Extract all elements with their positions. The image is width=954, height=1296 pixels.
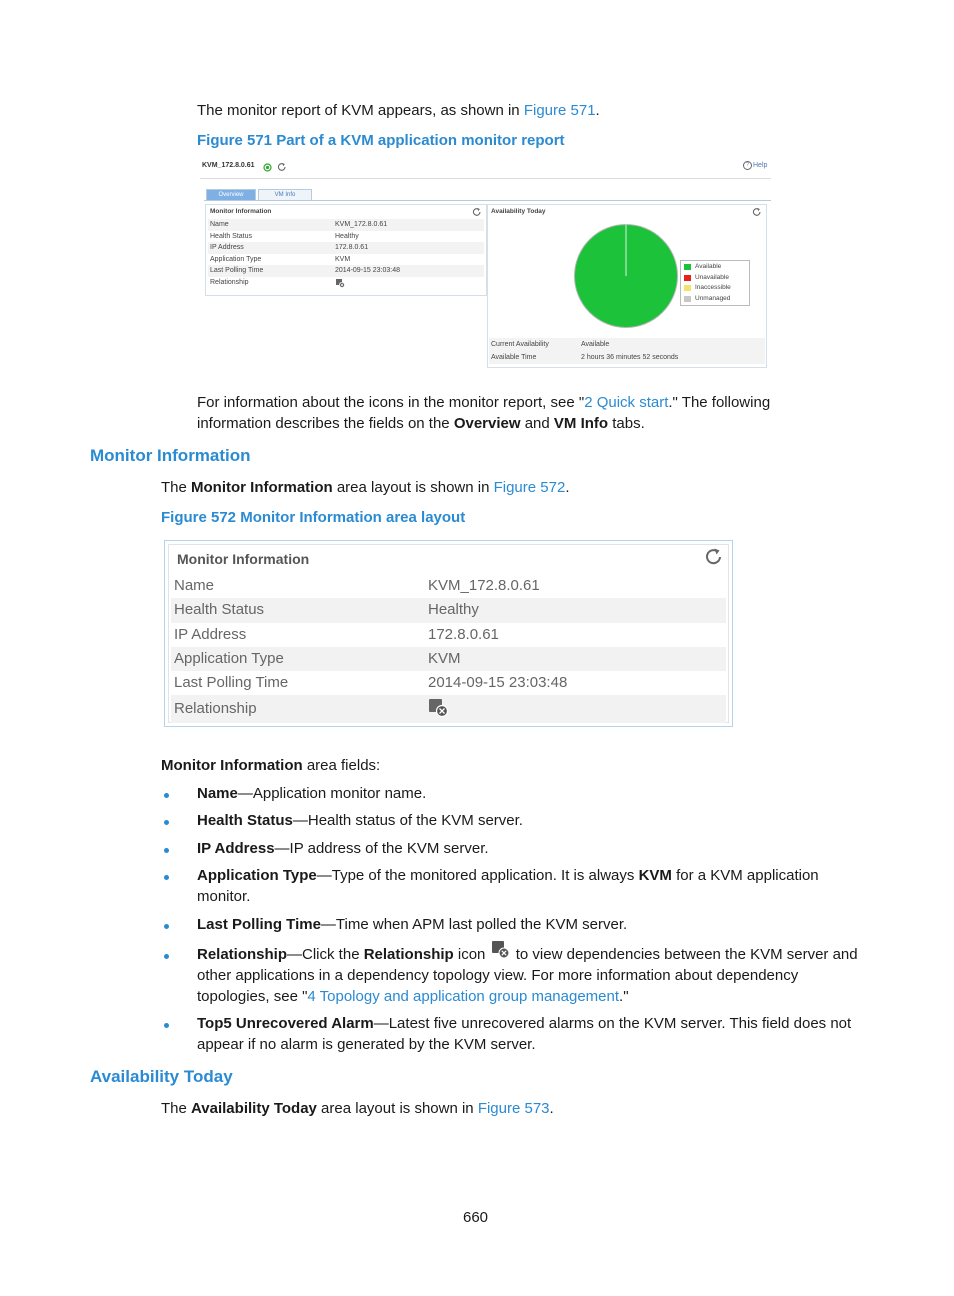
row-value: KVM_172.8.0.61 [428, 577, 540, 594]
legend-label: Available [695, 263, 722, 270]
figure-573-link[interactable]: Figure 573 [477, 1100, 550, 1117]
row-value: 172.8.0.61 [335, 244, 369, 251]
info-row [171, 671, 726, 695]
row-value: 2014-09-15 23:03:48 [335, 267, 400, 274]
list-item [197, 944, 858, 1007]
bold-term: Monitor Information [161, 757, 303, 774]
figure-571-caption: Figure 571 Part of a KVM application monitor report [197, 132, 565, 149]
text: information describes the fields on the [197, 415, 454, 432]
info-row [208, 254, 484, 266]
text: The [161, 1100, 192, 1117]
help-icon: ? [743, 161, 752, 170]
row-label: Relationship [174, 700, 257, 718]
info-row [208, 277, 484, 289]
text: —Time when APM last polled the KVM server. [320, 916, 628, 933]
help-link[interactable] [743, 161, 767, 170]
row-label: Name [210, 221, 229, 228]
text: other applications in a dependency topology view. For more information about dependency [197, 967, 799, 984]
bullet-icon [164, 793, 169, 798]
panel-title: Monitor Information [210, 208, 272, 215]
monitor-information-panel [168, 544, 729, 723]
row-value: KVM [428, 649, 461, 667]
row-label: IP Address [210, 244, 244, 251]
row-label: Health Status [174, 601, 265, 619]
bold-term: KVM [638, 867, 672, 884]
bullet-icon [164, 954, 169, 959]
section-paragraph [161, 477, 569, 498]
status-ok-icon [263, 163, 272, 172]
text: —Latest five unrecovered alarms on the KVM server. This field does not [373, 1015, 852, 1032]
row-value: KVM_172.8.0.61 [335, 221, 388, 228]
text: . [549, 1100, 554, 1117]
bold-term: VM Info [553, 415, 609, 432]
legend-swatch [684, 264, 691, 270]
text: topologies, see " [197, 988, 308, 1005]
bold-term: Availability Today [191, 1100, 317, 1117]
legend-item [684, 262, 746, 273]
row-value: 172.8.0.61 [428, 625, 499, 643]
bold-term: Overview [453, 415, 521, 432]
topology-link[interactable]: 4 Topology and application group management [307, 988, 620, 1005]
row-value: Healthy [335, 232, 359, 240]
row-value: 2014-09-15 23:03:48 [428, 674, 568, 692]
text: ." [619, 988, 629, 1005]
legend-item [684, 273, 746, 284]
figure-571-screenshot [199, 157, 772, 367]
bold-term: Relationship [363, 946, 454, 963]
info-row [171, 695, 726, 723]
text: For information about the icons in the monitor report, see " [197, 394, 585, 411]
info-row [171, 623, 726, 647]
bullet-icon [164, 848, 169, 853]
list-item [197, 838, 489, 859]
legend-label: Unavailable [695, 273, 729, 281]
list-item [197, 914, 627, 935]
row-label: Last Polling Time [174, 674, 289, 692]
legend-swatch [684, 285, 691, 291]
availability-legend [680, 260, 750, 306]
text: and [520, 415, 554, 432]
row-value: Available [581, 341, 610, 348]
intro-text: The monitor report of KVM appears, as shown in [197, 102, 524, 119]
info-row [208, 265, 484, 277]
figure-571-link[interactable]: Figure 571 [523, 102, 596, 119]
bold-term: Name [197, 785, 238, 802]
bold-term: Top5 Unrecovered Alarm [197, 1015, 374, 1032]
monitor-info-rows [208, 219, 484, 288]
legend-label: Unmanaged [695, 294, 731, 302]
bullet-icon [164, 924, 169, 929]
intro-end: . [595, 102, 600, 119]
legend-item [684, 283, 746, 294]
list-item [197, 783, 426, 804]
list-item [197, 810, 523, 831]
page-number: 660 [463, 1209, 489, 1226]
list-item [197, 865, 819, 907]
figure-572-screenshot [164, 540, 733, 727]
text: area layout is shown in [316, 1100, 478, 1117]
availability-rows [489, 338, 765, 364]
info-row [208, 231, 484, 243]
text: monitor. [197, 888, 251, 905]
bullet-icon [164, 1023, 169, 1028]
list-item [197, 1013, 851, 1055]
availability-today-panel [487, 204, 767, 368]
panel-title: Availability Today [491, 208, 546, 215]
info-row [208, 242, 484, 254]
quick-start-link[interactable]: 2 Quick start [584, 394, 669, 411]
row-label: Available Time [491, 354, 537, 361]
fields-intro [161, 755, 380, 776]
tab-vm-info[interactable]: VM Info [258, 189, 312, 201]
info-row [171, 574, 726, 598]
intro-paragraph [197, 100, 600, 121]
text: —Type of the monitored application. It is always [316, 867, 639, 884]
icons-info-paragraph [197, 392, 770, 434]
section-paragraph [161, 1098, 554, 1119]
refresh-icon[interactable] [704, 547, 724, 567]
info-row [171, 598, 726, 622]
legend-item [684, 294, 746, 305]
row-label: Application Type [174, 649, 284, 667]
row-label: Health Status [210, 232, 253, 240]
legend-label: Inaccessible [695, 284, 731, 291]
row-label: Relationship [210, 278, 249, 286]
text: icon [453, 946, 490, 963]
text: —IP address of the KVM server. [274, 840, 489, 857]
bullet-icon [164, 820, 169, 825]
text: . [565, 479, 570, 496]
info-row [208, 219, 484, 231]
refresh-icon[interactable] [752, 207, 762, 217]
info-row [489, 351, 765, 364]
bold-term: Monitor Information [191, 479, 333, 496]
refresh-icon[interactable] [277, 162, 287, 172]
monitor-header-title: KVM_172.8.0.61 [202, 162, 255, 169]
text: —Application monitor name. [237, 785, 427, 802]
text: tabs. [608, 415, 645, 432]
bold-term: Health Status [197, 812, 293, 829]
text: appear if no alarm is generated by the KVM server. [197, 1036, 536, 1053]
section-heading-availability-today: Availability Today [90, 1067, 233, 1086]
row-label: Current Availability [491, 341, 549, 348]
section-heading-monitor-information: Monitor Information [90, 446, 251, 465]
row-label: IP Address [174, 625, 247, 643]
row-label: Last Polling Time [210, 267, 264, 274]
legend-swatch [684, 296, 691, 302]
help-label: Help [753, 162, 768, 169]
bold-term: Relationship [197, 946, 288, 963]
info-row [489, 338, 765, 351]
row-label: Application Type [210, 255, 262, 263]
figure-572-link[interactable]: Figure 572 [493, 479, 566, 496]
bold-term: Application Type [197, 867, 317, 884]
text: to view dependencies between the KVM server and [511, 946, 858, 963]
row-value: Healthy [428, 601, 479, 619]
text: —Health status of the KVM server. [292, 812, 523, 829]
row-value: 2 hours 36 minutes 52 seconds [581, 354, 679, 361]
relationship-icon[interactable] [335, 278, 345, 288]
bullet-icon [164, 875, 169, 880]
text: area layout is shown in [332, 479, 494, 496]
row-value: KVM [335, 255, 351, 263]
relationship-icon[interactable] [490, 941, 512, 961]
monitor-information-panel [205, 204, 487, 296]
text: The [161, 479, 192, 496]
text: —Click the [287, 946, 364, 963]
text: area fields: [302, 757, 381, 774]
figure-572-caption: Figure 572 Monitor Information area layout [161, 509, 466, 526]
text: ." The following [668, 394, 771, 411]
info-row [171, 647, 726, 671]
row-label: Name [174, 577, 215, 594]
bold-term: Last Polling Time [197, 916, 321, 933]
refresh-icon[interactable] [472, 207, 482, 217]
panel-title: Monitor Information [177, 551, 310, 567]
tab-overview[interactable]: Overview [206, 189, 256, 201]
bold-term: IP Address [197, 840, 275, 857]
monitor-info-rows [171, 574, 726, 723]
availability-pie-chart [573, 223, 681, 331]
relationship-icon[interactable] [428, 698, 450, 718]
legend-swatch [684, 275, 691, 281]
text: for a KVM application [671, 867, 819, 884]
